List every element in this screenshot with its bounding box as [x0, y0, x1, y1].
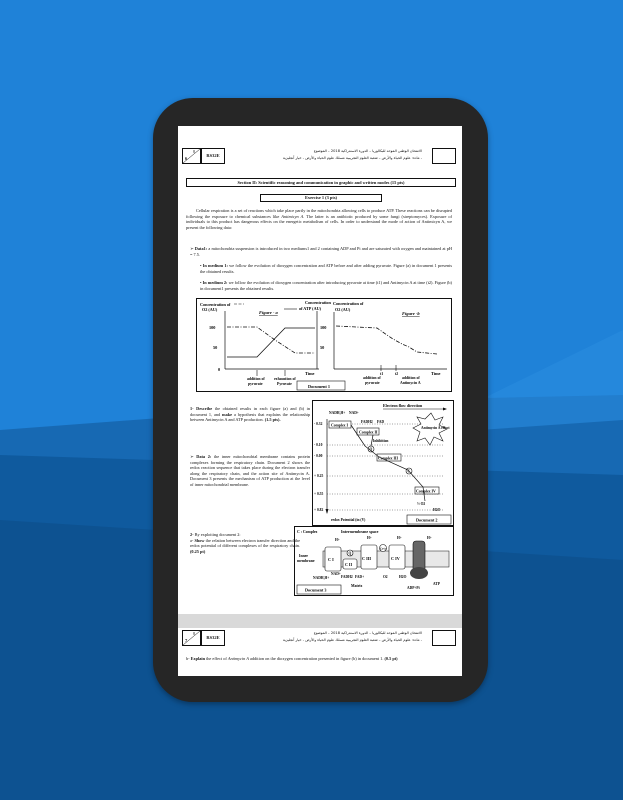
q2b-text: the effect of [206, 656, 227, 661]
data2-label: Data 2: [196, 454, 212, 459]
q1-verb2: make [222, 411, 233, 417]
doc3-ciii: C III [362, 556, 371, 561]
doc2-tick-6: + 0.82 [314, 508, 324, 512]
document-3 [294, 526, 454, 596]
doc2-complex-1: Complex I [331, 423, 348, 428]
doc2-fadh: FADH2 [361, 420, 373, 424]
q1-text: the obtained results in each figure (a) and (b) in document 1, and [190, 406, 310, 417]
document-2 [312, 400, 454, 526]
page-number-box [182, 148, 201, 164]
doc3-h-4: H+ [427, 536, 432, 540]
doc2-tick-2: - 0.10 [314, 443, 323, 447]
header2-blank-box [432, 630, 456, 646]
doc3-c-label: C : Complex [297, 530, 318, 534]
page-number-box-2 [182, 630, 201, 646]
q2b-points: (0.5 pt) [384, 656, 398, 661]
fig-b-ann4b: Antimycin A [400, 381, 421, 385]
data1-text: a mitochondria suspension is introduced in two mediums1 and 2 containing ADP and Pi and are saturated with oxygen and maintained at pH = 7.5. [190, 246, 452, 257]
doc3-h-2: H+ [367, 536, 372, 540]
doc2-o2: ½ O2 [417, 502, 426, 506]
doc3-h-1: H+ [335, 538, 340, 542]
fig-b-y-unit: O2 (AU) [335, 307, 351, 312]
medium2-label: In medium 2: [202, 280, 228, 285]
exercise-title: Exercise 1 (3 pts) [260, 194, 382, 202]
header2-arabic-1: الامتحان الوطني الموحد للبكالوريا – الدورة الاستدراكية 2018 – الموضوع [313, 631, 422, 635]
q2b-letter: b- [186, 656, 190, 661]
doc2-complex-3: Complex III [378, 456, 398, 461]
intro-paragraph [186, 208, 452, 230]
doc3-o2: O2 [383, 575, 388, 579]
data1-paragraph [190, 246, 452, 257]
document-3-diagram [295, 527, 453, 595]
document-2-diagram [313, 401, 453, 525]
doc3-h2o: H2O [399, 575, 407, 579]
fig-a-ann2b: Pyruvate [277, 382, 292, 386]
document-1-label: Document 1 [308, 384, 331, 389]
doc2-antimycin: Antimycin A effect [421, 426, 450, 430]
exam-code: RS32E [201, 148, 225, 164]
page-number-2: 7 [185, 638, 188, 643]
intro-text-rest: The latter is an antibiotic produced by some fungi (streptomyces). Exposure of individuals to this product has dangerous effects on the energetic metabolism of cells. In order to understand the mode of action of Antimicyn A, we present the following data: [186, 213, 452, 230]
q2-text: By exploiting document 2: [194, 532, 241, 537]
q1-number: 1- [190, 406, 194, 411]
arrow-bullet-icon: ➢ [190, 246, 195, 251]
doc2-complex-2: Complex II [359, 430, 378, 435]
doc2-q: Q [369, 447, 373, 452]
fig-b-ann3: addition of [363, 376, 381, 380]
q1-points: (1.5 pts). [264, 417, 281, 422]
document-viewer[interactable] [178, 126, 462, 676]
data2-paragraph [190, 454, 310, 487]
fig-b-time: Time [431, 371, 441, 376]
intro-antimycin: Antimicyn A. [281, 213, 305, 219]
data1-label: Data1: [194, 246, 208, 251]
fig-b-title: Figure -b [402, 311, 420, 316]
page-break [178, 614, 462, 628]
page-header [182, 148, 458, 166]
header-arabic-2: - مادة: علوم الحياة والأرض – شعبة العلوم التجريبية مسلك علوم الحياة والأرض - خيار أنجليزية [282, 156, 422, 160]
q2a-points: (0.25 pt) [190, 548, 206, 554]
medium1-text: we follow the evolution of dioxygen concentration and ATP before and after adding pyruvate. Figure (a) in document 1 presents the obtained results. [200, 263, 452, 274]
doc3-nad: NAD+ [331, 572, 341, 576]
header2-arabic-2: - مادة: علوم الحياة والأرض – شعبة العلوم التجريبية مسلك علوم الحياة والأرض - خيار أنجليزية [282, 638, 422, 642]
fig-b-t2: t2 [395, 372, 399, 376]
section-title: Section II: Scientific reasoning and communication in graphic and written modes (15 pts) [186, 178, 456, 187]
bullet-icon: • [200, 280, 203, 285]
medium2-paragraph [200, 280, 452, 291]
q2b-italic: Antimycin A [227, 656, 249, 661]
document-1-graphs [197, 299, 451, 391]
doc2-h2o: H2O [433, 508, 441, 512]
doc3-intermembrane: Intermembrane space [341, 529, 379, 534]
question-2 [190, 532, 300, 554]
bullet-icon: • [200, 263, 203, 268]
doc2-tick-5: + 0.55 [314, 492, 324, 496]
page-total: 8 [193, 149, 195, 154]
medium1-paragraph [200, 263, 452, 274]
fig-a-tick-100: 100 [209, 325, 216, 330]
fig-a-tick-50: 50 [213, 345, 218, 350]
data2-text: the inner mitochondrial membrane contains protein complexes forming the respiratory chain. Document 2 shows the redox reaction sequence that takes place during the electron transfer along the respiratory chain, and the action site of Antimycin A. Document 3 presents the mechanism of ATP production at the level of inner mitochondrial membrane. [190, 454, 310, 487]
header-arabic-1: الامتحان الوطني الموحد للبكالوريا – الدورة الاستدراكية 2018 – الموضوع [313, 149, 422, 153]
doc3-adp: ADP+Pi [407, 586, 420, 590]
fig-a-y1-unit: O2 (AU) [202, 307, 218, 312]
q2a-text: the relation between electron transfer direction and the redox potential of different complexes of the respiratory chain. [190, 537, 300, 548]
fig-a-tick-50-right: 50 [320, 345, 325, 350]
doc3-ci: C I [328, 557, 334, 562]
fig-a-time: Time [305, 371, 315, 376]
fig-a-y1-label: Concentration of [200, 302, 231, 307]
header-blank-box [432, 148, 456, 164]
document-2-label: Document 2 [416, 517, 438, 523]
doc3-civ: C IV [391, 556, 400, 561]
fig-a-ann1: addition of [247, 377, 265, 381]
document-3-label: Document 3 [305, 587, 327, 593]
q2b-verb: Explain [190, 656, 206, 661]
doc3-fad: FAD+ [355, 575, 365, 579]
doc3-q: Q [348, 551, 352, 556]
fig-a-ann1b: pyruvate [248, 382, 263, 386]
doc3-h-3: H+ [397, 536, 402, 540]
q1-verb: Describe [196, 406, 213, 411]
doc2-inhibition: Inhibition [373, 439, 389, 443]
fig-b-t1: t1 [380, 372, 384, 376]
page-number: 6 [185, 156, 188, 161]
fig-b-y-label: Concentration of [333, 301, 364, 306]
document-1 [196, 298, 452, 392]
doc2-nadh: NADH,H+ [329, 411, 346, 415]
doc3-nadh: NADH,H+ [313, 576, 330, 580]
fig-b-ann3b: pyruvate [365, 381, 380, 385]
doc2-axis-label: redox Potential (in (V) [331, 518, 366, 522]
medium2-text: we follow the evolution of dioxygen concentration after introducing pyruvate at time (t1) and Antimycin A at time (t2). Figure (b) in document1 presents the obtained results. [200, 280, 452, 291]
doc3-fadh: FADH2 [341, 575, 353, 579]
fig-a-tick-0: 0 [218, 367, 221, 372]
fig-a-y2-unit: of ATP (AU) [299, 306, 322, 311]
doc2-fad: FAD [377, 420, 385, 424]
page-total-2: 8 [193, 631, 195, 636]
fig-a-ann2: exhaustion of [274, 377, 296, 381]
arrow-bullet-icon: ➢ [190, 454, 197, 459]
doc2-nad: NAD+ [349, 411, 359, 415]
doc3-matrix: Matrix [351, 584, 363, 588]
doc3-cii: C II [345, 562, 353, 567]
fig-a-title: Figure - a [259, 310, 278, 315]
doc2-tick-1: - 0.32 [314, 422, 323, 426]
fig-a-tick-100-right: 100 [320, 325, 327, 330]
q1-text2: a hypothesis that explains the relationship between Antimycin A and ATP production. [190, 411, 310, 422]
question-2b [186, 656, 452, 662]
doc2-complex-4: Complex IV [416, 489, 436, 494]
exam-code-2: RS32E [201, 630, 225, 646]
fig-b-ann4: addition of [402, 376, 420, 380]
q2a-letter: a- [190, 537, 194, 543]
doc2-tick-4: + 0.25 [314, 474, 324, 478]
doc3-inner: Inner [299, 554, 309, 558]
doc2-tick-3: - 0.00 [314, 454, 323, 458]
doc2-cytc: C [407, 469, 411, 474]
question-1 [190, 406, 310, 423]
doc3-cytc: Cyt c [380, 546, 387, 551]
q2b-text2: addition on the dioxygen concentration presented in figure (b) in document 1. [249, 656, 384, 661]
medium1-label: In medium 1: [202, 263, 228, 268]
q2-number: 2- [190, 532, 194, 537]
doc3-membrane: membrane [297, 559, 315, 563]
doc2-title: Electron flow direction [383, 403, 423, 408]
q2a-verb: Show [194, 537, 205, 543]
intro-text: Cellular respiration is a set of reactions which take place partly in the mitochondria allowing cells to produce ATP. These reactions can be disrupted following the exposure to chemical substances like [186, 208, 452, 219]
page-header-2 [182, 630, 458, 648]
doc3-atp: ATP [433, 582, 440, 586]
fig-a-y2-label: Concentration [305, 300, 331, 305]
